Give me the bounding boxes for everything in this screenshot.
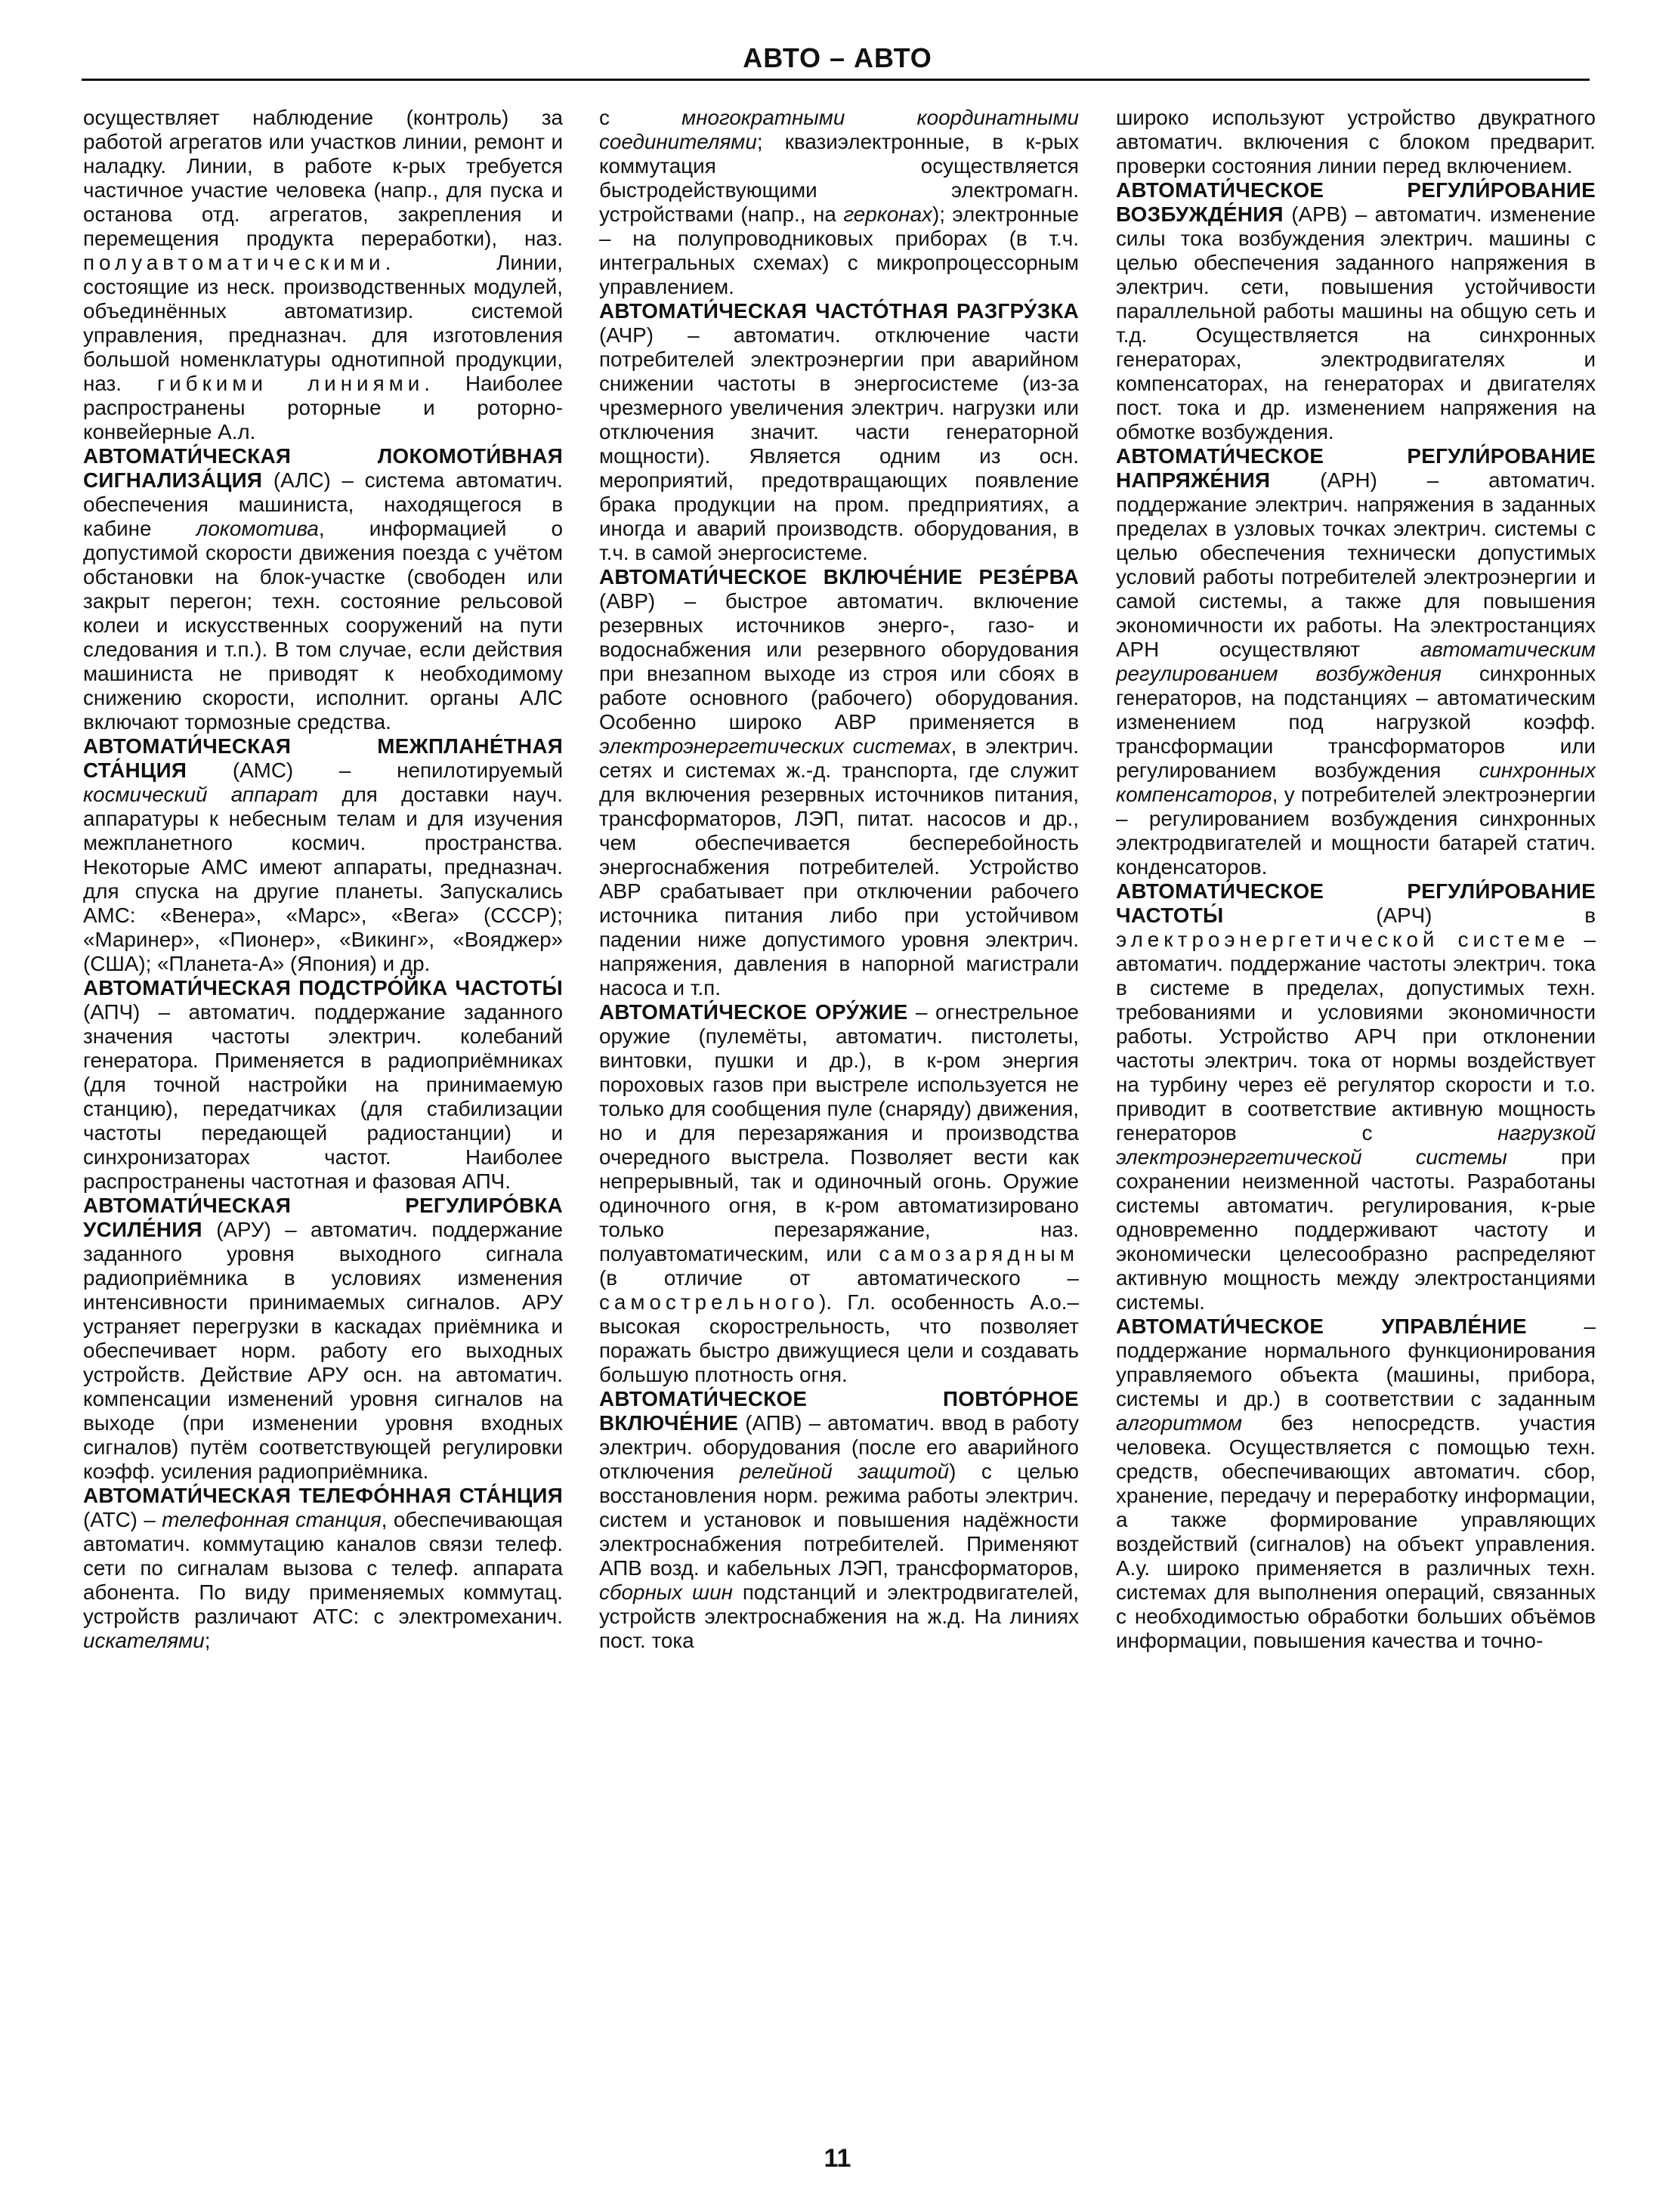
cross-reference: синхронных компенсаторов (1116, 758, 1596, 806)
running-head: АВТО – АВТО (743, 42, 932, 73)
cross-reference: релейной защитой (739, 1460, 950, 1483)
entry: АВТОМАТИ́ЧЕСКОЕ ПОВТО́РНОЕ ВКЛЮЧЕ́НИЕ (АПВ) – автоматич. ввод в работу электрич. оборудования (после его аварийного отключения релейной защитой) с целью восстановления норм. режима работы электрич. систем и установок и повышения надёжности электроснабжения потребителей. Применяют АПВ возд. и кабельных ЛЭП, трансформаторов, сборных шин подстанций и электродвигателей, устройств электроснабжения на ж.д. На линиях пост. тока (599, 1387, 1079, 1652)
cross-reference: телефонная станция (162, 1508, 382, 1531)
entry: АВТОМАТИ́ЧЕСКАЯ ПОДСТРО́ЙКА ЧАСТОТЫ́ (АПЧ) – автоматич. поддержание заданного значения частоты электрич. колебаний генератора. Применяется в радиоприёмниках (для точной настройки на принимаемую станцию), передатчиках (для стабилизации частоты передающей радиостанции) и синхронизаторах частот. Наиболее распространены частотная и фазовая АПЧ. (83, 976, 563, 1193)
text-column-1 (83, 106, 563, 2108)
entry: АВТОМАТИ́ЧЕСКАЯ ТЕЛЕФО́ННАЯ СТА́НЦИЯ (АТС) – телефонная станция, обеспечивающая автоматич. коммутацию каналов связи телеф. сети по сигналам вызова с телеф. аппарата абонента. По виду применяемых коммутац. устройств различают АТС: с электромеханич. искателями; (83, 1484, 563, 1652)
entry-continuation: осуществляет наблюдение (контроль) за работой агрегатов или участков линии, ремонт и наладку. Линии, в работе к-рых требуется частичное участие человека (напр., для пуска и останова отд. агрегатов, закрепления и перемещения продукта переработки), наз. полуавтоматическими. Линии, состоящие из неск. производственных модулей, объединённых автоматизир. системой управления, предназнач. для изготовления большой номенклатуры однотипной продукции, наз. гибкими линиями. Наиболее распространены роторные и роторно-конвейерные А.л. (83, 106, 563, 443)
entry-term: АВТОМАТИ́ЧЕСКАЯ ЛОКОМОТИ́ВНАЯ СИГНАЛИЗА́ЦИЯ (83, 444, 563, 492)
page-number: 11 (824, 2144, 851, 2173)
entry-term: АВТОМАТИ́ЧЕСКАЯ МЕЖПЛАНЕ́ТНАЯ СТА́НЦИЯ (83, 734, 563, 782)
cross-reference: сборных шин (599, 1580, 733, 1604)
text-column-2 (599, 106, 1079, 2108)
entry-continuation: с многократными координатными соединителями; квазиэлектронные, в к-рых коммутация осуществляется быстродействующими электромагн. устройствами (напр., на герконах); электронные – на полупроводниковых приборах (в т.ч. интегральных схемах) с микропроцессорным управлением. (599, 106, 1079, 298)
entry-term: АВТОМАТИ́ЧЕСКОЕ РЕГУЛИ́РОВАНИЕ ЧАСТОТЫ́ (1116, 879, 1596, 927)
cross-reference: нагрузкой электроэнергетической системы (1116, 1121, 1596, 1169)
entry-term: АВТОМАТИ́ЧЕСКОЕ УПРАВЛЕ́НИЕ (1116, 1315, 1527, 1338)
cross-reference: герконах (843, 202, 932, 226)
entry: АВТОМАТИ́ЧЕСКОЕ РЕГУЛИ́РОВАНИЕ ВОЗБУЖДЕ́НИЯ (АРВ) – автоматич. изменение силы тока возбуждения электрич. машины с целью обеспечения заданного напряжения в электрич. сети, повышения устойчивости параллельной работы машины на общую сеть и т.д. Осуществляется на синхронных генераторах, электродвигателях и компенсаторах, на генераторах и двигателях пост. тока и др. изменением напряжения на обмотке возбуждения. (1116, 178, 1596, 443)
entry: АВТОМАТИ́ЧЕСКАЯ РЕГУЛИРО́ВКА УСИЛЕ́НИЯ (АРУ) – автоматич. поддержание заданного уровня выходного сигнала радиоприёмника в условиях изменения интенсивности принимаемых сигналов. АРУ устраняет перегрузки в каскадах приёмника и обеспечивает норм. работу его выходных устройств. Действие АРУ осн. на автоматич. компенсации изменений уровня сигналов на выходе (при изменении уровня входных сигналов) путём соответствующей регулировки коэфф. усиления радиоприёмника. (83, 1194, 563, 1483)
entry: АВТОМАТИ́ЧЕСКОЕ РЕГУЛИ́РОВАНИЕ ЧАСТОТЫ́ (АРЧ) в электроэнергетической системе – автоматич. поддержание частоты электрич. тока в системе в пределах, допустимых техн. требованиями и условиями экономичности работы. Устройство АРЧ при отклонении частоты электрич. тока от нормы воздействует на турбину через её регулятор скорости и т.о. приводит в соответствие активную мощность генераторов с нагрузкой электроэнергетической системы при сохранении неизменной частоты. Разработаны системы автоматич. регулирования, к-рые одновременно поддерживают частоту и экономически целесообразно распределяют активную мощность между электростанциями системы. (1116, 879, 1596, 1314)
header-rule (82, 79, 1590, 81)
entry-term: АВТОМАТИ́ЧЕСКОЕ ВКЛЮЧЕ́НИЕ РЕЗЕ́РВА (599, 565, 1079, 589)
entry: АВТОМАТИ́ЧЕСКАЯ МЕЖПЛАНЕ́ТНАЯ СТА́НЦИЯ (АМС) – непилотируемый космический аппарат для доставки науч. аппаратуры к небесным телам и для изучения межпланетного космич. пространства. Некоторые АМС имеют аппараты, предназнач. для спуска на другие планеты. Запускались АМС: «Венера», «Марс», «Вега» (СССР); «Маринер», «Пионер», «Викинг», «Вояджер» (США); «Планета-А» (Япония) и др. (83, 734, 563, 975)
entry-term: АВТОМАТИ́ЧЕСКОЕ РЕГУЛИ́РОВАНИЕ НАПРЯЖЕ́НИЯ (1116, 444, 1596, 492)
cross-reference: искателями (83, 1629, 205, 1652)
entry-term: АВТОМАТИ́ЧЕСКАЯ ЧАСТО́ТНАЯ РАЗГРУ́ЗКА (599, 299, 1079, 323)
cross-reference: автоматическим регулированием возбуждения (1116, 638, 1596, 685)
entry: АВТОМАТИ́ЧЕСКОЕ РЕГУЛИ́РОВАНИЕ НАПРЯЖЕ́НИЯ (АРН) – автоматич. поддержание электрич. напряжения в заданных пределах в узловых точках электрич. системы с целью обеспечения технически допустимых условий работы потребителей электроэнергии и самой системы, а также для повышения экономичности их работы. На электростанциях АРН осуществляют автоматическим регулированием возбуждения синхронных генераторов, на подстанциях – автоматическим изменением под нагрузкой коэфф. трансформации трансформаторов или регулированием возбуждения синхронных компенсаторов, у потребителей электроэнергии – регулированием возбуждения синхронных электродвигателей и мощности батарей статич. конденсаторов. (1116, 444, 1596, 879)
entry-term: АВТОМАТИ́ЧЕСКАЯ РЕГУЛИРО́ВКА УСИЛЕ́НИЯ (83, 1194, 563, 1241)
cross-reference: электроэнергетических системах (599, 734, 951, 758)
entry: АВТОМАТИ́ЧЕСКАЯ ЧАСТО́ТНАЯ РАЗГРУ́ЗКА (АЧР) – автоматич. отключение части потребителей электроэнергии при аварийном снижении частоты в энергосистеме (из-за чрезмерного увеличения электрич. нагрузки или отключения значит. части генераторной мощности). Является одним из осн. мероприятий, предотвращающих появление брака продукции на пром. предприятиях, а иногда и аварий производств. оборудования, в т.ч. в самой энергосистеме. (599, 299, 1079, 564)
text-column-3 (1116, 106, 1596, 2108)
entry: АВТОМАТИ́ЧЕСКОЕ ОРУ́ЖИЕ – огнестрельное оружие (пулемёты, автоматич. пистолеты, винтовки, пушки и др.), в к-ром энергия пороховых газов при выстреле используется не только для сообщения пуле (снаряду) движения, но и для перезаряжания и производства очередного выстрела. Позволяет вести как непрерывный, так и одиночный огонь. Оружие одиночного огня, в к-ром автоматизировано только перезаряжание, наз. полуавтоматическим, или самозарядным (в отличие от автоматического – самострельного). Гл. особенность А.о.– высокая скорострельность, что позволяет поражать быстро движущиеся цели и создавать большую плотность огня. (599, 1000, 1079, 1386)
entry-term: АВТОМАТИ́ЧЕСКОЕ ПОВТО́РНОЕ ВКЛЮЧЕ́НИЕ (599, 1387, 1079, 1435)
entry: АВТОМАТИ́ЧЕСКАЯ ЛОКОМОТИ́ВНАЯ СИГНАЛИЗА́ЦИЯ (АЛС) – система автоматич. обеспечения машиниста, находящегося в кабине локомотива, информацией о допустимой скорости движения поезда с учётом обстановки на блок-участке (свободен или закрыт перегон; техн. состояние рельсовой колеи и искусственных сооружений на пути следования и т.п.). В том случае, если действия машиниста не приводят к необходимому снижению скорости, исполнит. органы АЛС включают тормозные средства. (83, 444, 563, 734)
cross-reference: космический аппарат (83, 783, 319, 806)
entry: АВТОМАТИ́ЧЕСКОЕ ВКЛЮЧЕ́НИЕ РЕЗЕ́РВА (АВР) – быстрое автоматич. включение резервных источников энерго-, газо- и водоснабжения или резервного оборудования при внезапном выходе из строя или сбоях в работе основного (рабочего) оборудования. Особенно широко АВР применяется в электроэнергетических системах, в электрич. сетях и системах ж.-д. транспорта, где служит для включения резервных источников питания, трансформаторов, ЛЭП, питат. насосов и др., чем обеспечивается бесперебойность энергоснабжения потребителей. Устройство АВР срабатывает при отключении рабочего источника питания либо при устойчивом падении ниже допустимого уровня электрич. напряжения, давления в напорной магистрали насоса и т.п. (599, 565, 1079, 999)
entry-term: АВТОМАТИ́ЧЕСКАЯ ТЕЛЕФО́ННАЯ СТА́НЦИЯ (83, 1484, 563, 1507)
cross-reference: алгоритмом (1116, 1411, 1243, 1435)
entry-term: АВТОМАТИ́ЧЕСКОЕ ОРУ́ЖИЕ (599, 1000, 908, 1024)
cross-reference: многократными координатными соединителями (599, 106, 1079, 153)
cross-reference: локомотива (196, 517, 319, 540)
entry-term: АВТОМАТИ́ЧЕСКОЕ РЕГУЛИ́РОВАНИЕ ВОЗБУЖДЕ́НИЯ (1116, 178, 1596, 226)
entry-continuation: широко используют устройство двукратного автоматич. включения с блоком предварит. проверки состояния линии перед включением. (1116, 106, 1596, 178)
entry-term: АВТОМАТИ́ЧЕСКАЯ ПОДСТРО́ЙКА ЧАСТОТЫ́ (83, 976, 563, 999)
entry: АВТОМАТИ́ЧЕСКОЕ УПРАВЛЕ́НИЕ – поддержание нормального функционирования управляемого объекта (машины, прибора, системы и др.) в соответствии с заданным алгоритмом без непосредств. участия человека. Осуществляется с помощью техн. средств, обеспечивающих автоматич. сбор, хранение, передачу и переработку информации, а также формирование управляющих воздействий (сигналов) на объект управления. А.у. широко применяется в различных техн. системах для выполнения операций, связанных с необходимостью обработки больших объёмов информации, повышения качества и точно- (1116, 1315, 1596, 1652)
